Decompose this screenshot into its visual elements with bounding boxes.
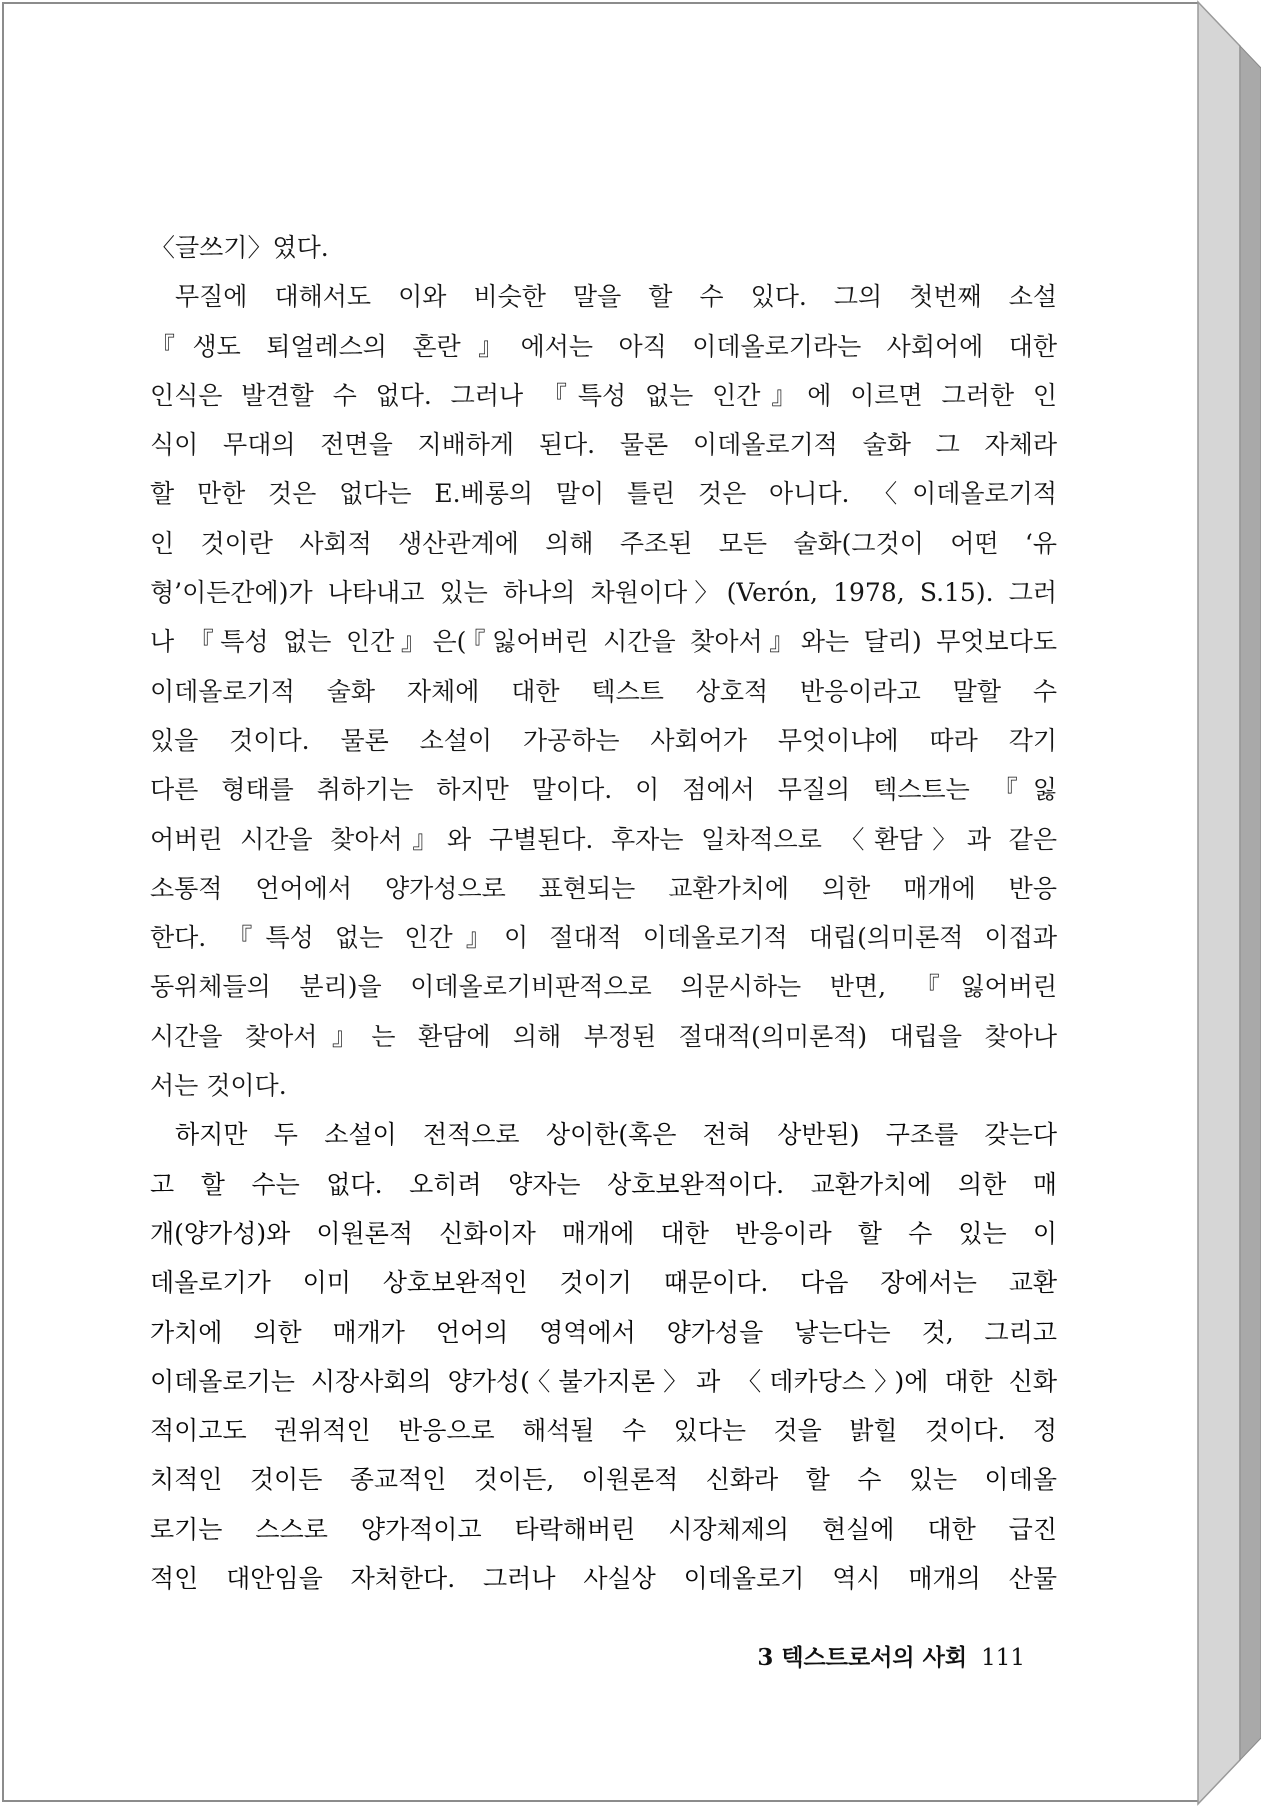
text-line: 개(양가성)와 이원론적 신화이자 매개에 대한 반응이라 할 수 있는 이 (150, 1218, 1057, 1248)
text-line: 고 할 수는 없다. 오히려 양자는 상호보완적이다. 교환가치에 의한 매 (150, 1169, 1057, 1199)
text-line: 어버린 시간을 찾아서』와 구별된다. 후자는 일차적으로 〈환담〉과 같은 (150, 824, 1057, 854)
text-line: 동위체들의 분리)을 이데올로기비판적으로 의문시하는 반면, 『잃어버린 (150, 972, 1057, 1002)
chapter-title: 3 텍스트로서의 사회 (757, 1644, 968, 1671)
text-line: 치적인 것이든 종교적인 것이든, 이원론적 신화라 할 수 있는 이데올 (150, 1465, 1057, 1495)
text-line: 나 『특성 없는 인간』은(『잃어버린 시간을 찾아서』와는 달리) 무엇보다도 (150, 627, 1057, 657)
text-line: 시간을 찾아서』는 환담에 의해 부정된 절대적(의미론적) 대립을 찾아나 (150, 1021, 1057, 1051)
text-line: 『생도 퇴얼레스의 혼란』에서는 아직 이데올로기라는 사회어에 대한 (150, 331, 1057, 361)
text-line: 있을 것이다. 물론 소설이 가공하는 사회어가 무엇이냐에 따라 각기 (150, 725, 1057, 755)
page-number: 111 (981, 1645, 1025, 1671)
text-line: 가치에 의한 매개가 언어의 영역에서 양가성을 낳는다는 것, 그리고 (150, 1317, 1057, 1347)
body-text (150, 223, 1057, 1603)
page-edge-light (1198, 2, 1240, 1804)
text-line: 식이 무대의 전면을 지배하게 된다. 물론 이데올로기적 술화 그 자체라 (150, 430, 1057, 460)
text-line: 데올로기가 이미 상호보완적인 것이기 때문이다. 다음 장에서는 교환 (150, 1268, 1057, 1298)
text-line: 할 만한 것은 없다는 E.베롱의 말이 틀린 것은 아니다. 〈이데올로기적 (150, 479, 1057, 509)
text-line: 적인 대안임을 자처한다. 그러나 사실상 이데올로기 역시 매개의 산물 (150, 1564, 1057, 1594)
text-line: 인식은 발견할 수 없다. 그러나 『특성 없는 인간』에 이르면 그러한 인 (150, 380, 1057, 410)
text-line: 인 것이란 사회적 생산관계에 의해 주조된 모든 술화(그것이 어떤 ‘유 (150, 528, 1057, 558)
paragraph-continuation (150, 223, 1057, 272)
text-line: 하지만 두 소설이 전적으로 상이한(혹은 전혀 상반된) 구조를 갖는다 (175, 1120, 1057, 1150)
running-footer (757, 1643, 1025, 1673)
text-line: 이데올로기적 술화 자체에 대한 텍스트 상호적 반응이라고 말할 수 (150, 676, 1057, 706)
text-line: 이데올로기는 시장사회의 양가성(〈불가지론〉과 〈데카당스〉)에 대한 신화 (150, 1366, 1057, 1396)
text-line: 다른 형태를 취하기는 하지만 말이다. 이 점에서 무질의 텍스트는 『잃 (150, 775, 1057, 805)
text-line: 〈글쓰기〉였다. (150, 233, 329, 262)
text-line: 한다. 『특성 없는 인간』이 절대적 이데올로기적 대립(의미론적 이접과 (150, 923, 1057, 953)
text-line: 소통적 언어에서 양가성으로 표현되는 교환가치에 의한 매개에 반응 (150, 873, 1057, 903)
paragraph-complementarity (150, 1110, 1057, 1603)
text-line: 적이고도 권위적인 반응으로 해석될 수 있다는 것을 밝힐 것이다. 정 (150, 1416, 1057, 1446)
text-line: 로기는 스스로 양가적이고 타락해버린 시장체제의 현실에 대한 급진 (150, 1514, 1057, 1544)
text-line: 서는 것이다. (150, 1071, 287, 1101)
page-edge-dark (1240, 46, 1261, 1760)
text-line: 형’이든간에)가 나타내고 있는 하나의 차원이다〉(Verón, 1978, S.15). 그러 (150, 578, 1057, 608)
paragraph-musil (150, 272, 1057, 1110)
text-line: 무질에 대해서도 이와 비슷한 말을 할 수 있다. 그의 첫번째 소설 (175, 282, 1057, 312)
